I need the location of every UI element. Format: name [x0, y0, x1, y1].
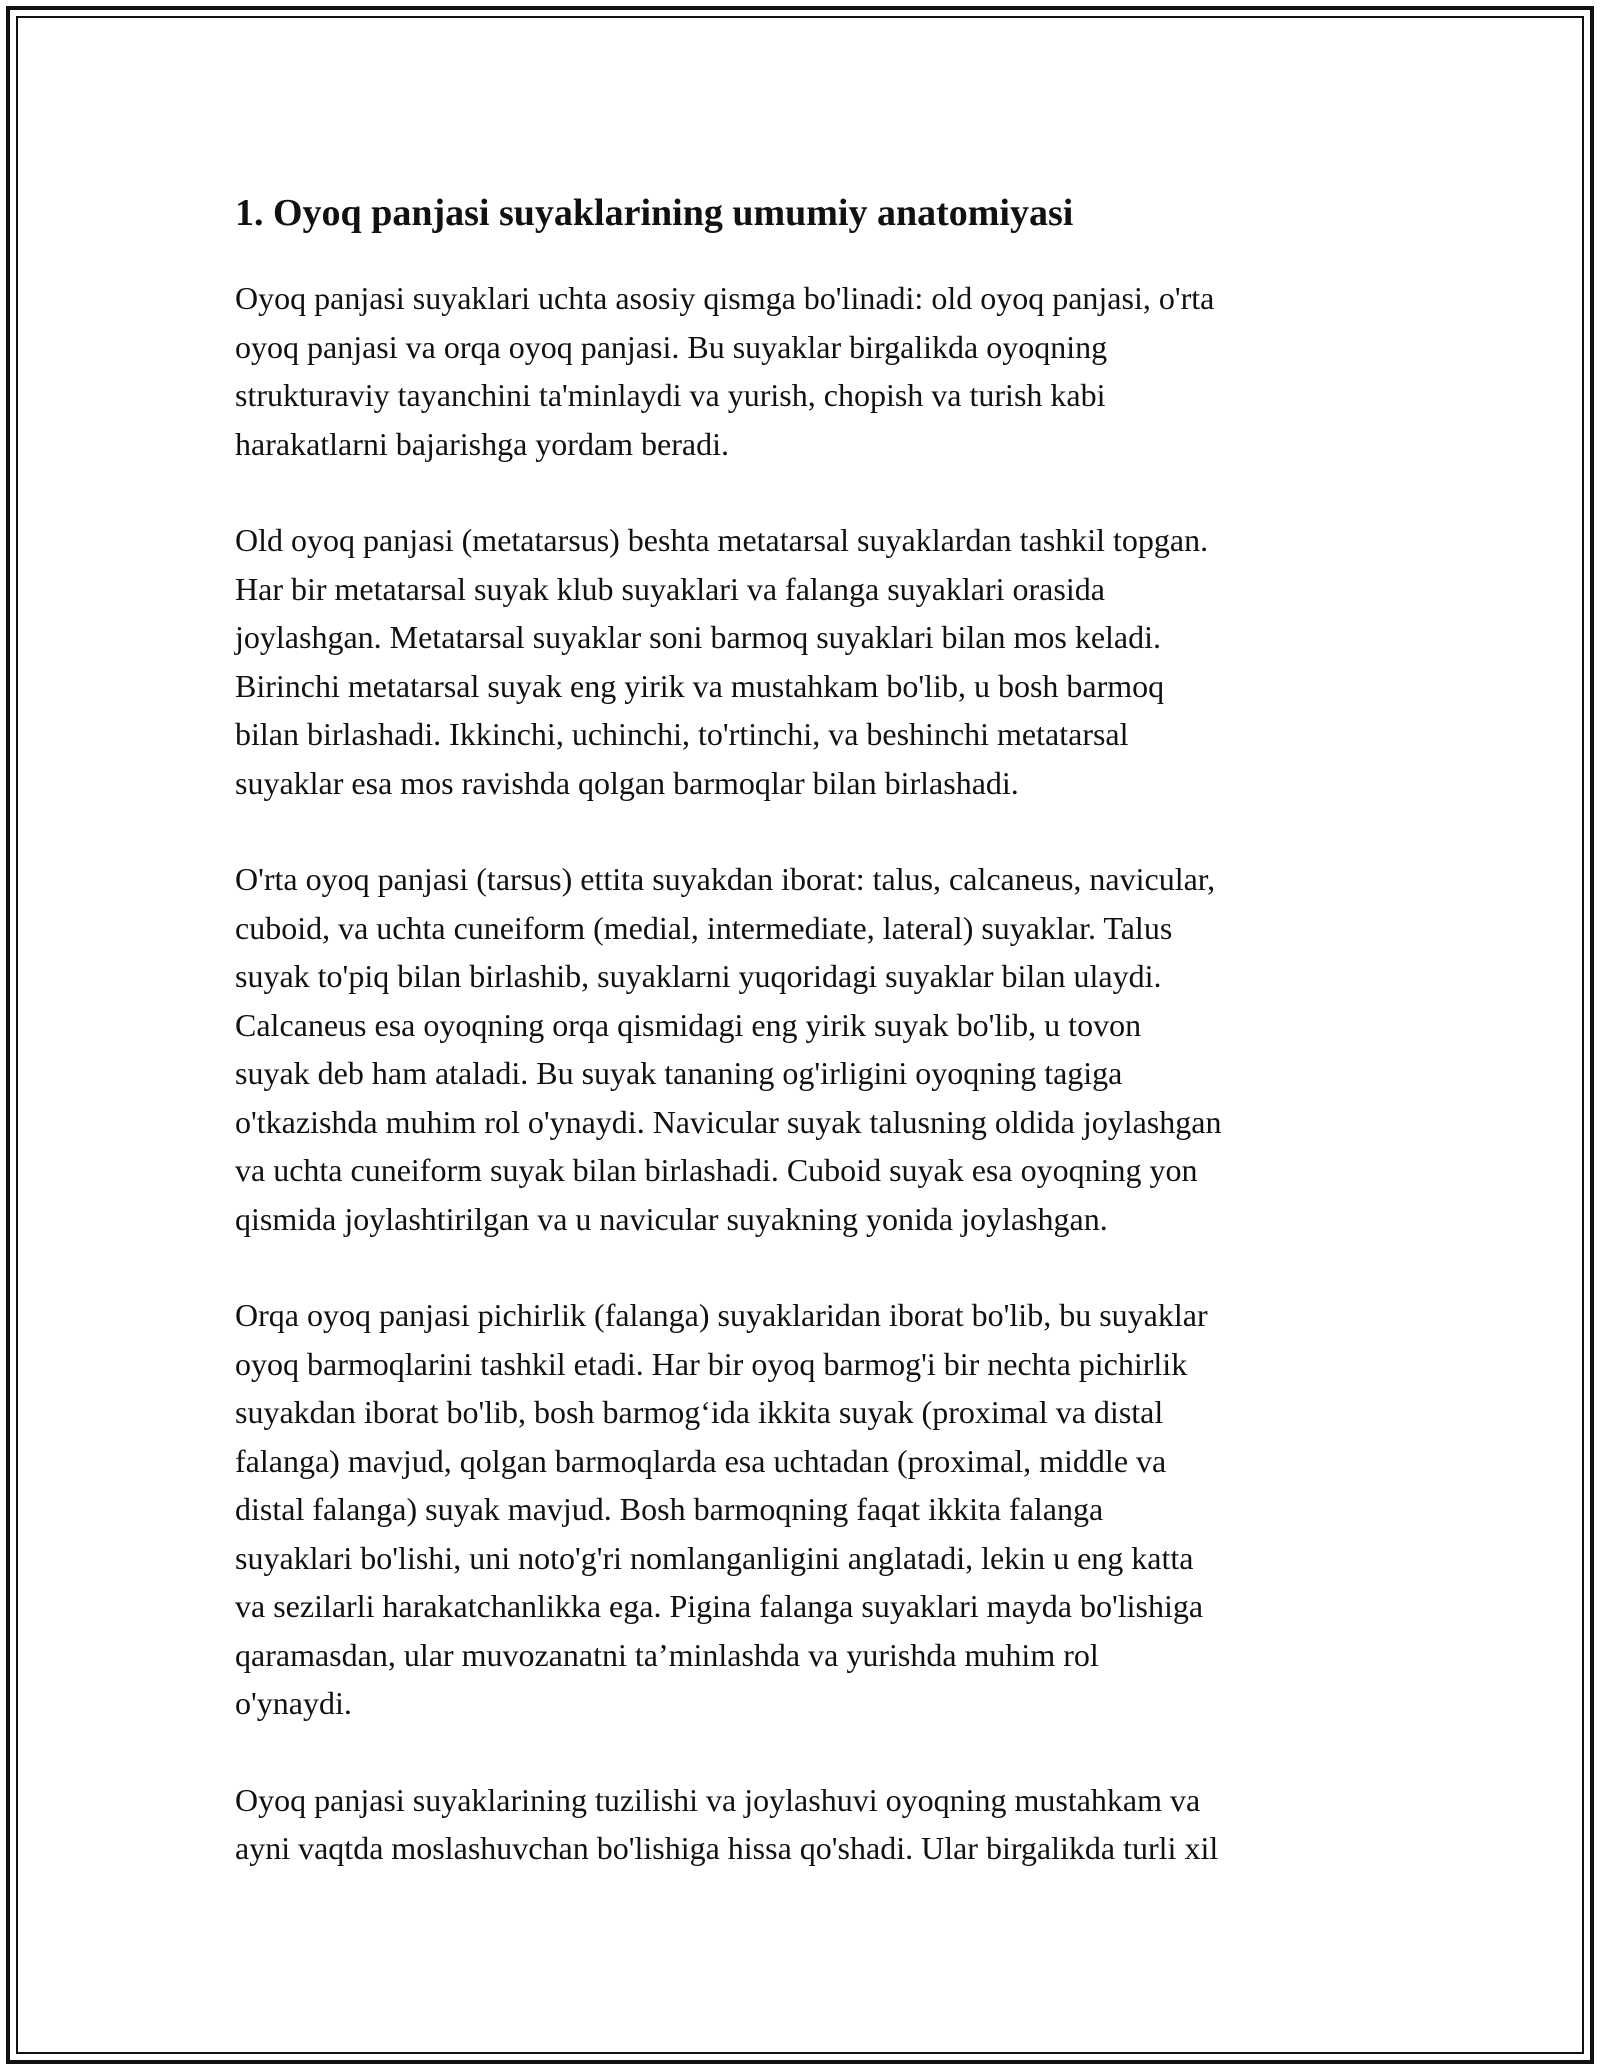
- text-line: joylashgan. Metatarsal suyaklar soni barmoq suyaklari bilan mos keladi.: [235, 619, 1161, 655]
- text-line: Oyoq panjasi suyaklarining tuzilishi va joylashuvi oyoqning mustahkam va: [235, 1781, 1201, 1818]
- text-line: suyak to'piq bilan birlashib, suyaklarni yuqoridagi suyaklar bilan ulaydi.: [235, 958, 1162, 994]
- text-line: va uchta cuneiform suyak bilan birlashadi. Cuboid suyak esa oyoqning yon: [235, 1152, 1198, 1188]
- text-line: harakatlarni bajarishga yordam beradi.: [235, 425, 729, 462]
- text-line: Birinchi metatarsal suyak eng yirik va mustahkam bo'lib, u bosh barmoq: [235, 667, 1165, 704]
- text-line: distal falanga) suyak mavjud. Bosh barmoqning faqat ikkita falanga: [235, 1491, 1104, 1527]
- text-line: ayni vaqtda moslashuvchan bo'lishiga hissa qo'shadi. Ular birgalikda turli xil: [235, 1830, 1219, 1866]
- text-line: falanga) mavjud, qolgan barmoqlarda esa uchtadan (proximal, middle va: [235, 1442, 1167, 1479]
- text-line: strukturaviy tayanchini ta'minlaydi va yurish, chopish va turish kabi: [235, 377, 1106, 413]
- text-line: o'ynaydi.: [235, 1685, 352, 1721]
- text-line: O'rta oyoq panjasi (tarsus) ettita suyakdan iborat: talus, calcaneus, navicular,: [235, 861, 1216, 897]
- text-line: qaramasdan, ular muvozanatni ta’minlashda va yurishda muhim rol: [235, 1636, 1099, 1673]
- text-line: o'tkazishda muhim rol o'ynaydi. Navicular suyak talusning oldida joylashgan: [235, 1103, 1222, 1140]
- text-line: Har bir metatarsal suyak klub suyaklari va falanga suyaklari orasida: [235, 570, 1105, 607]
- section-heading: 1. Oyoq panjasi suyaklarining umumiy anatomiyasi: [235, 192, 1074, 234]
- text-line: suyaklar esa mos ravishda qolgan barmoqlar bilan birlashadi.: [235, 764, 1019, 801]
- text-line: Old oyoq panjasi (metatarsus) beshta metatarsal suyaklardan tashkil topgan.: [235, 522, 1209, 558]
- text-line: va sezilarli harakatchanlikka ega. Pigina falanga suyaklari mayda bo'lishiga: [235, 1588, 1204, 1624]
- text-line: bilan birlashadi. Ikkinchi, uchinchi, to'rtinchi, va beshinchi metatarsal: [235, 716, 1129, 752]
- document-body: [235, 182, 1375, 1921]
- text-line: cuboid, va uchta cuneiform (medial, intermediate, lateral) suyaklar. Talus: [235, 909, 1173, 946]
- paragraph-4: [235, 1291, 1375, 1728]
- paragraph-2: [235, 516, 1375, 807]
- text-line: oyoq panjasi va orqa oyoq panjasi. Bu suyaklar birgalikda oyoqning: [235, 328, 1108, 365]
- text-line: Orqa oyoq panjasi pichirlik (falanga) suyaklaridan iborat bo'lib, bu suyaklar: [235, 1297, 1208, 1333]
- text-line: qismida joylashtirilgan va u navicular suyakning yonida joylashgan.: [235, 1200, 1108, 1237]
- text-line: suyaklari bo'lishi, uni noto'g'ri nomlanganligini anglatadi, lekin u eng katta: [235, 1539, 1194, 1576]
- paragraph-1: [235, 274, 1375, 468]
- text-line: Oyoq panjasi suyaklari uchta asosiy qismga bo'linadi: old oyoq panjasi, o'rta: [235, 280, 1215, 316]
- text-line: Calcaneus esa oyoqning orqa qismidagi eng yirik suyak bo'lib, u tovon: [235, 1006, 1142, 1043]
- text-line: oyoq barmoqlarini tashkil etadi. Har bir oyoq barmog'i bir nechta pichirlik: [235, 1345, 1188, 1382]
- text-line: suyakdan iborat bo'lib, bosh barmog‘ida ikkita suyak (proximal va distal: [235, 1394, 1164, 1430]
- paragraph-5: [235, 1776, 1375, 1873]
- text-line: suyak deb ham ataladi. Bu suyak tananing og'irligini oyoqning tagiga: [235, 1055, 1123, 1091]
- paragraph-3: [235, 855, 1375, 1243]
